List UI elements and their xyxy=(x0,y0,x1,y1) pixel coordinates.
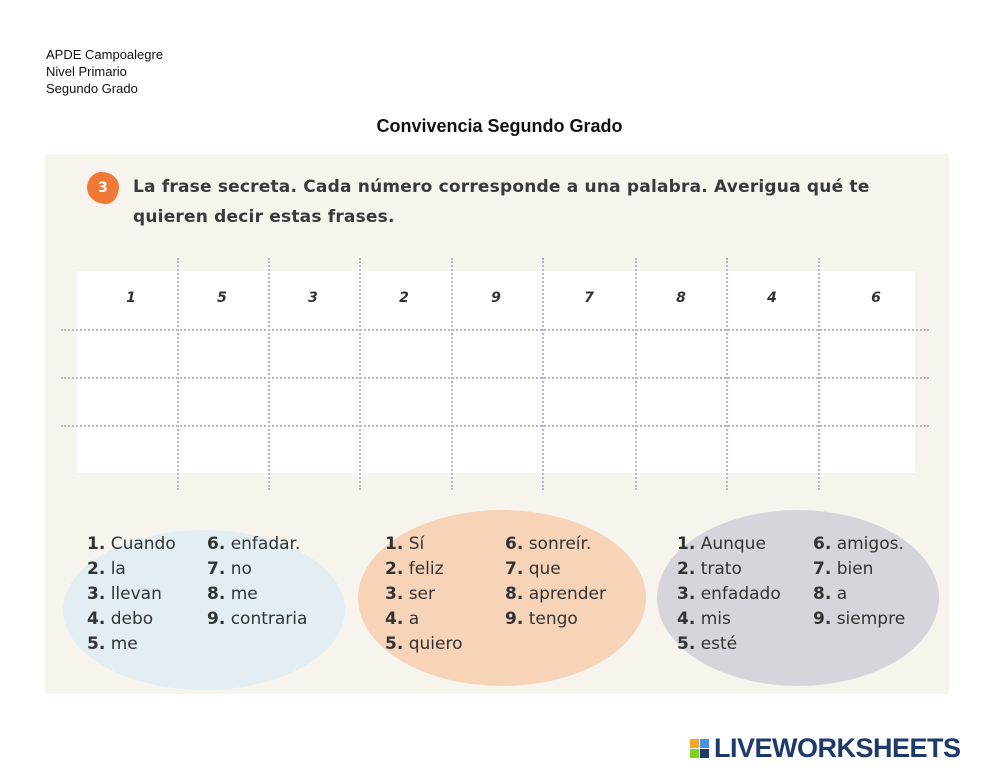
grid-row-line xyxy=(61,377,929,379)
word-text: siempre xyxy=(836,609,906,629)
word-number: 2. xyxy=(677,559,696,579)
word-text: me xyxy=(230,584,258,604)
word-number: 7. xyxy=(813,559,832,579)
sequence-number: 7 xyxy=(584,290,594,306)
word-number: 1. xyxy=(677,534,696,554)
word-item xyxy=(87,607,176,632)
word-number: 2. xyxy=(87,559,106,579)
word-number: 5. xyxy=(677,634,696,654)
word-text: a xyxy=(408,609,420,629)
logo-cube-tile xyxy=(700,749,709,758)
exercise-instruction: La frase secreta. Cada número corresponde a una palabra. Averigua qué te quieren decir estas frases. xyxy=(133,177,870,227)
grid-row-line xyxy=(61,329,929,331)
word-item xyxy=(505,532,606,557)
school-name: APDE Campoalegre xyxy=(46,47,164,62)
word-text: ser xyxy=(408,584,436,604)
word-number: 3. xyxy=(385,584,404,604)
grid-column-line xyxy=(359,258,361,490)
word-item xyxy=(207,557,307,582)
grid-column-line xyxy=(268,258,270,490)
word-item xyxy=(207,582,307,607)
word-number: 9. xyxy=(505,609,524,629)
word-item xyxy=(813,607,905,632)
word-item xyxy=(385,607,462,632)
word-text: no xyxy=(230,559,252,579)
school-grade: Segundo Grado xyxy=(46,81,138,96)
sequence-number: 3 xyxy=(308,290,318,306)
sequence-number: 5 xyxy=(217,290,227,306)
word-item xyxy=(677,557,781,582)
logo-text: LIVEWORKSHEETS xyxy=(714,733,961,763)
school-header xyxy=(46,46,163,97)
word-text: feliz xyxy=(408,559,444,579)
word-text: llevan xyxy=(110,584,162,604)
word-text: amigos. xyxy=(836,534,904,554)
logo-cube-tile xyxy=(690,739,699,748)
page-title: Convivencia Segundo Grado xyxy=(376,116,623,136)
word-text: esté xyxy=(700,634,738,654)
word-number: 6. xyxy=(813,534,832,554)
word-number: 4. xyxy=(385,609,404,629)
word-number: 3. xyxy=(677,584,696,604)
worksheet-card xyxy=(45,154,949,694)
word-item xyxy=(505,607,606,632)
word-text: me xyxy=(110,634,138,654)
word-text: que xyxy=(528,559,561,579)
word-number: 5. xyxy=(87,634,106,654)
sequence-number: 1 xyxy=(126,290,136,306)
word-list-2-left xyxy=(385,532,462,657)
word-item xyxy=(813,557,905,582)
word-text: bien xyxy=(836,559,874,579)
word-list-3-left xyxy=(677,532,781,657)
grid-column-line xyxy=(726,258,728,490)
word-text: la xyxy=(110,559,126,579)
word-text: Cuando xyxy=(110,534,176,554)
sequence-number: 8 xyxy=(676,290,686,306)
word-item xyxy=(87,582,176,607)
word-number: 4. xyxy=(677,609,696,629)
word-item xyxy=(87,632,176,657)
word-item xyxy=(505,557,606,582)
word-list-3-right xyxy=(813,532,905,632)
sequence-number: 9 xyxy=(491,290,501,306)
word-text: aprender xyxy=(528,584,606,604)
grid-row-line xyxy=(61,425,929,427)
word-item xyxy=(385,582,462,607)
word-item xyxy=(385,632,462,657)
word-text: quiero xyxy=(408,634,463,654)
sequence-number: 4 xyxy=(767,290,777,306)
word-number: 8. xyxy=(207,584,226,604)
word-item xyxy=(385,557,462,582)
exercise-number-badge: 3 xyxy=(87,172,119,204)
word-text: tengo xyxy=(528,609,578,629)
word-number: 6. xyxy=(505,534,524,554)
word-text: Sí xyxy=(408,534,425,554)
grid-column-line xyxy=(818,258,820,490)
word-item xyxy=(813,582,905,607)
word-item xyxy=(207,532,307,557)
word-item xyxy=(87,557,176,582)
word-item xyxy=(207,607,307,632)
word-list-2-right xyxy=(505,532,606,632)
word-text: enfadado xyxy=(700,584,781,604)
word-item xyxy=(87,532,176,557)
word-number: 4. xyxy=(87,609,106,629)
sequence-number: 2 xyxy=(399,290,409,306)
word-number: 1. xyxy=(385,534,404,554)
word-text: a xyxy=(836,584,848,604)
word-text: contraria xyxy=(230,609,308,629)
word-item xyxy=(677,582,781,607)
word-text: enfadar. xyxy=(230,534,301,554)
word-text: trato xyxy=(700,559,742,579)
grid-column-line xyxy=(177,258,179,490)
logo-cube-icon xyxy=(690,739,710,759)
word-item xyxy=(677,607,781,632)
word-item xyxy=(677,532,781,557)
word-item xyxy=(505,582,606,607)
word-item xyxy=(677,632,781,657)
sequence-number: 6 xyxy=(871,290,881,306)
liveworksheets-logo xyxy=(690,733,961,764)
word-text: sonreír. xyxy=(528,534,592,554)
logo-cube-tile xyxy=(690,749,699,758)
word-item xyxy=(813,532,905,557)
word-number: 9. xyxy=(813,609,832,629)
logo-cube-tile xyxy=(700,739,709,748)
grid-column-line xyxy=(635,258,637,490)
word-text: Aunque xyxy=(700,534,766,554)
word-list-1-right xyxy=(207,532,307,632)
grid-column-line xyxy=(451,258,453,490)
word-number: 7. xyxy=(207,559,226,579)
word-number: 9. xyxy=(207,609,226,629)
word-number: 1. xyxy=(87,534,106,554)
word-number: 2. xyxy=(385,559,404,579)
grid-column-line xyxy=(542,258,544,490)
word-number: 6. xyxy=(207,534,226,554)
word-list-1-left xyxy=(87,532,176,657)
word-text: mis xyxy=(700,609,731,629)
word-number: 8. xyxy=(505,584,524,604)
word-item xyxy=(385,532,462,557)
word-number: 5. xyxy=(385,634,404,654)
word-text: debo xyxy=(110,609,154,629)
word-number: 7. xyxy=(505,559,524,579)
word-number: 3. xyxy=(87,584,106,604)
word-number: 8. xyxy=(813,584,832,604)
school-level: Nivel Primario xyxy=(46,64,127,79)
